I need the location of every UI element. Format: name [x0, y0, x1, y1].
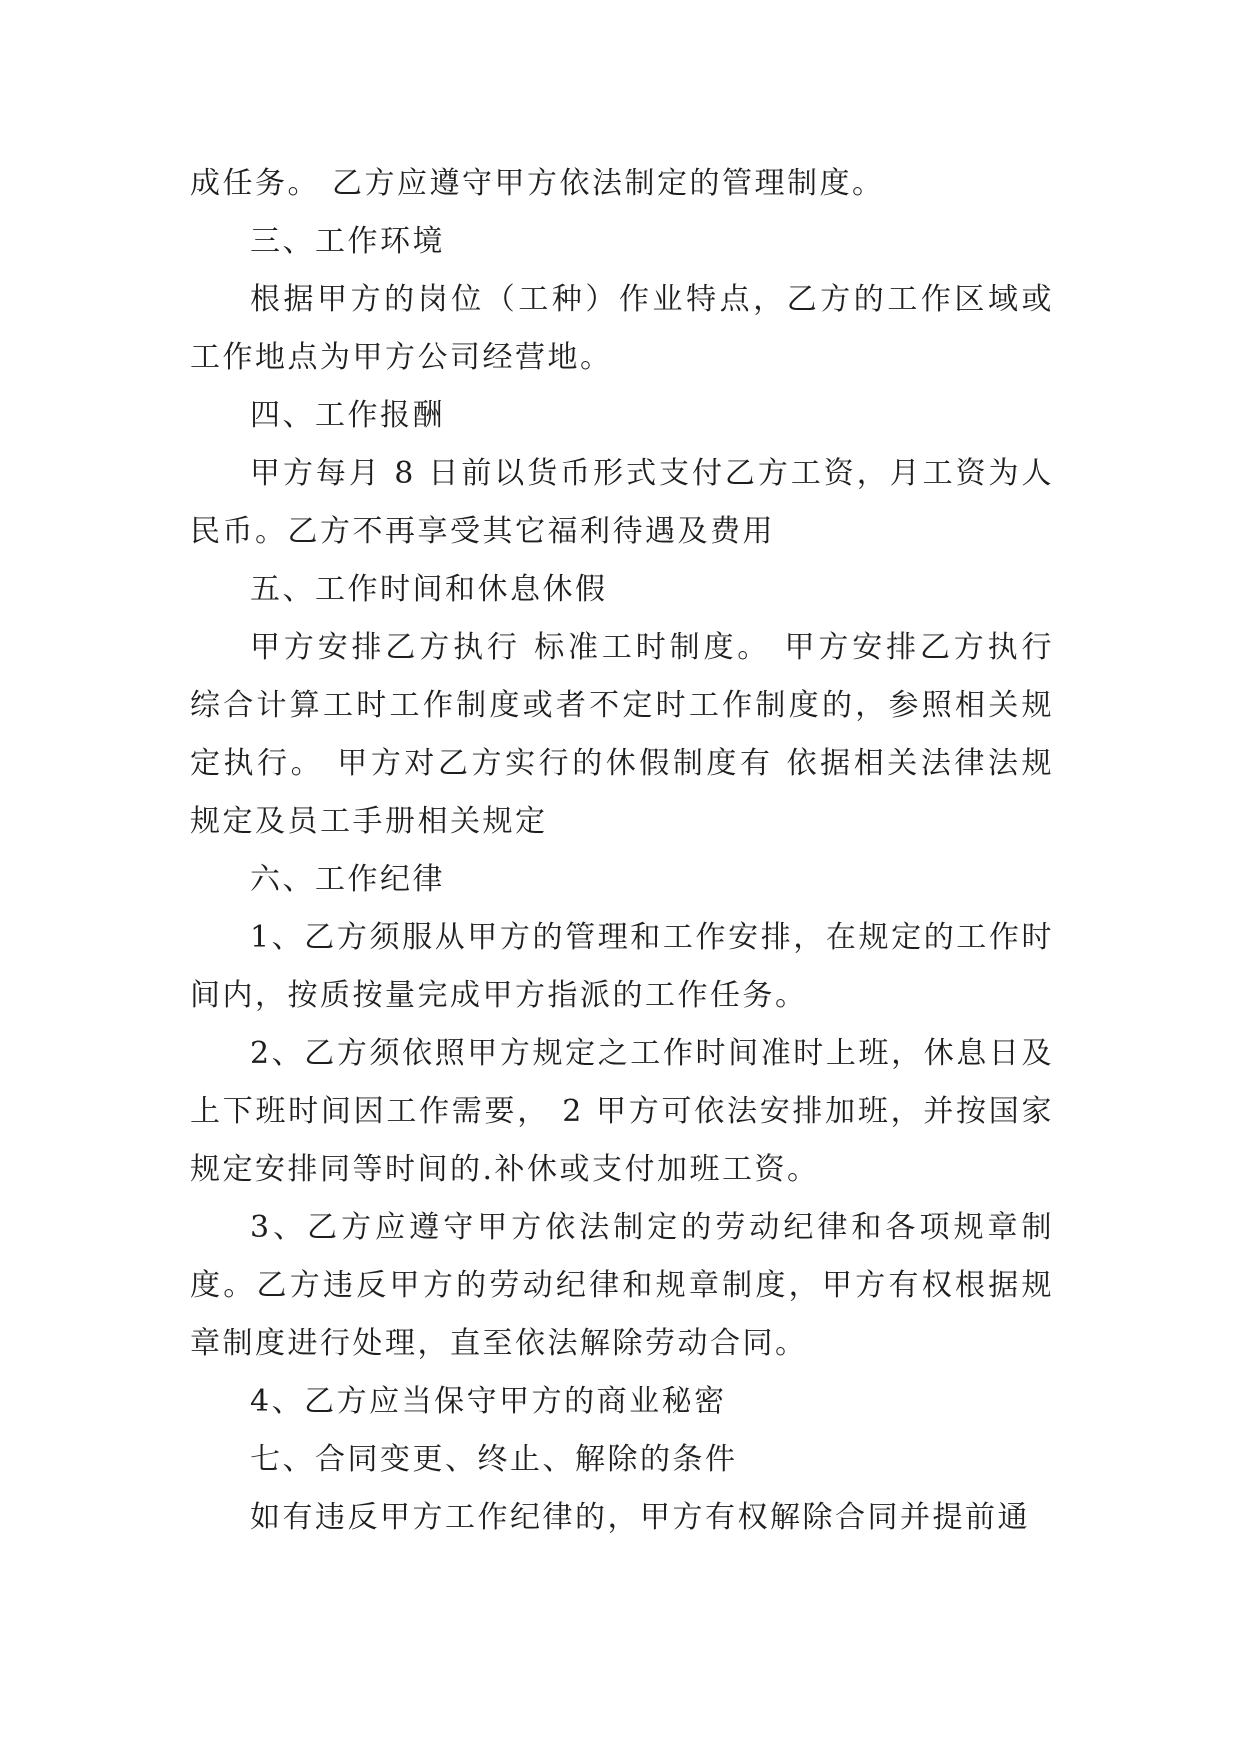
paragraph-discipline-2: 2、乙方须依照甲方规定之工作时间准时上班，休息日及上下班时间因工作需要， 2 甲方可依法安排加班，并按国家规定安排同等时间的.补休或支付加班工资。 — [190, 1036, 1054, 1187]
paragraph-discipline-1: 1、乙方须服从甲方的管理和工作安排，在规定的工作时间内，按质按量完成甲方指派的工作任务。 — [190, 920, 1054, 1013]
section-heading-remuneration: 四、工作报酬 — [250, 398, 445, 433]
section-heading-working-hours: 五、工作时间和休息休假 — [250, 572, 608, 607]
paragraph-discipline-3: 3、乙方应遵守甲方依法制定的劳动纪律和各项规章制度。乙方违反甲方的劳动纪律和规章制度，甲方有权根据规章制度进行处理，直至依法解除劳动合同。 — [190, 1210, 1054, 1361]
paragraph-working-hours: 甲方安排乙方执行 标准工时制度。 甲方安排乙方执行综合计算工时工作制度或者不定时工作制度的，参照相关规定执行。 甲方对乙方实行的休假制度有 依据相关法律法规规定及员工手册相关规定 — [190, 630, 1054, 839]
section-heading-work-discipline: 六、工作纪律 — [250, 862, 445, 897]
section-heading-contract-change: 七、合同变更、终止、解除的条件 — [250, 1442, 738, 1477]
paragraph-work-environment: 根据甲方的岗位（工种）作业特点，乙方的工作区域或工作地点为甲方公司经营地。 — [190, 282, 1054, 375]
document-body — [190, 155, 1054, 1547]
paragraph-continuation: 成任务。 乙方应遵守甲方依法制定的管理制度。 — [190, 166, 885, 201]
paragraph-remuneration: 甲方每月 8 日前以货币形式支付乙方工资，月工资为人民币。乙方不再享受其它福利待遇及费用 — [190, 456, 1054, 549]
section-heading-work-environment: 三、工作环境 — [250, 224, 445, 259]
paragraph-contract-change: 如有违反甲方工作纪律的，甲方有权解除合同并提前通 — [250, 1500, 1030, 1535]
paragraph-discipline-4: 4、乙方应当保守甲方的商业秘密 — [250, 1384, 727, 1419]
